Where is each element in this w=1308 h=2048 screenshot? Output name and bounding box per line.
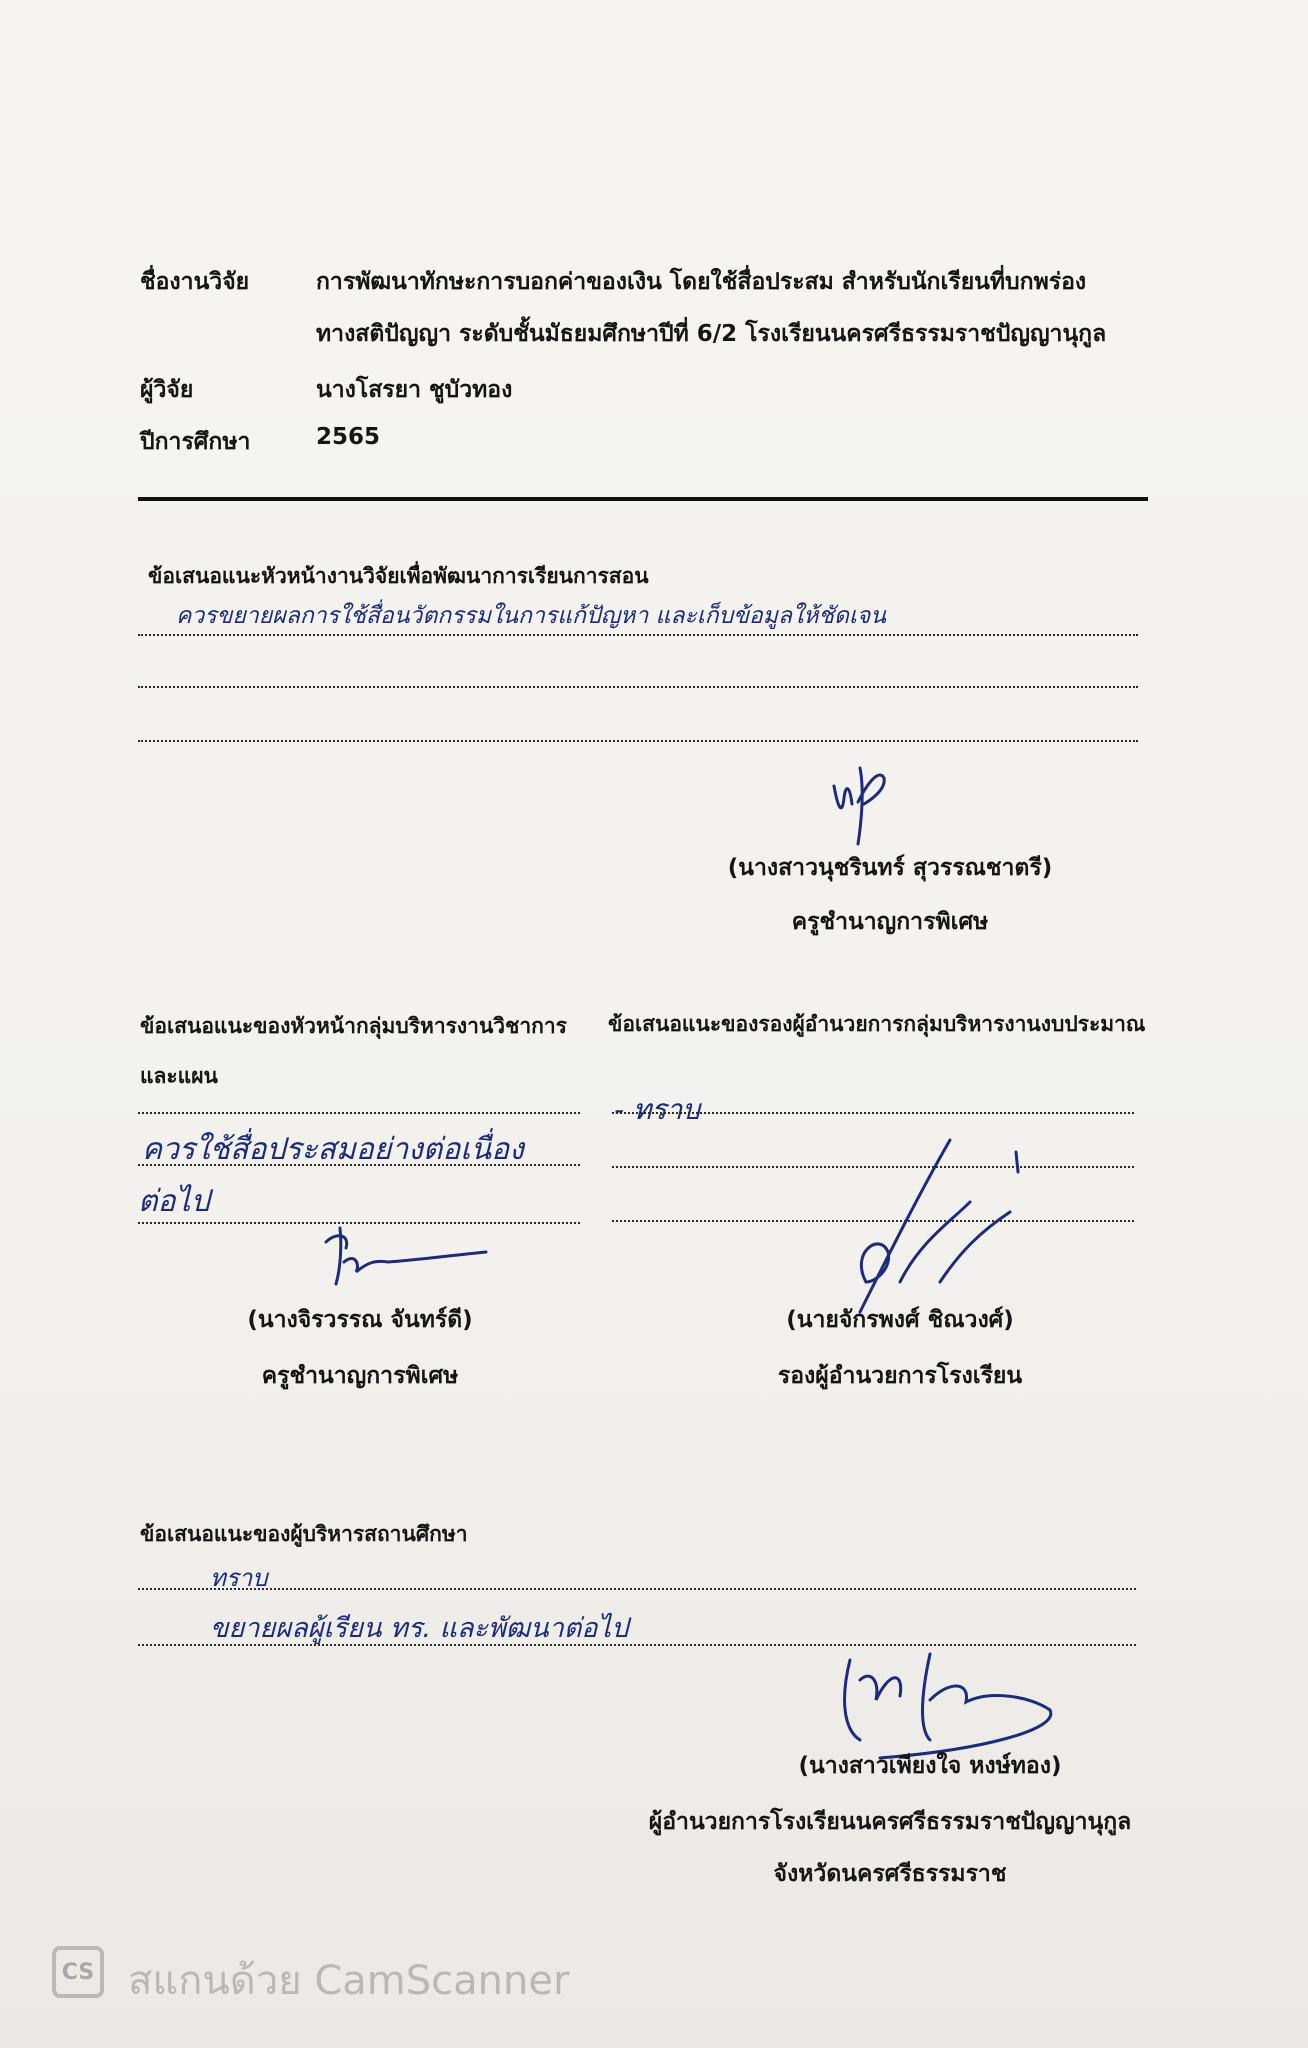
section2-left-signer-name: (นางจิรวรรณ จันทร์ดี) — [247, 1307, 473, 1333]
year-label: ปีการศึกษา — [140, 429, 251, 455]
year-value: 2565 — [316, 424, 381, 450]
section2-right-signer-name: (นายจักรพงศ์ ชิณวงศ์) — [786, 1307, 1014, 1333]
section3-handwritten-line-2: ขยายผลผู้เรียน ทร. และพัฒนาต่อไป — [210, 1613, 629, 1644]
signature-nutcharin — [820, 758, 910, 848]
dotted-line — [138, 1588, 1136, 1590]
section1-signer-name: (นางสาวนุชรินทร์ สุวรรณชาตรี) — [727, 855, 1053, 881]
signature-jirawan — [316, 1222, 496, 1292]
camscanner-logo: CS — [52, 1946, 104, 1998]
section2-left-signer-position: ครูชำนาญการพิเศษ — [261, 1363, 459, 1389]
dotted-line — [138, 1164, 580, 1166]
researcher-value: นางโสรยา ชูบัวทอง — [316, 377, 513, 403]
section3-heading: ข้อเสนอแนะของผู้บริหารสถานศึกษา — [140, 1522, 468, 1546]
section1-signer-position: ครูชำนาญการพิเศษ — [791, 909, 989, 935]
section2-left-handwritten-line-1: ควรใช้สื่อประสมอย่างต่อเนื่อง — [142, 1132, 524, 1167]
dotted-line — [612, 1112, 1134, 1114]
title-label: ชื่องานวิจัย — [140, 269, 250, 295]
researcher-label: ผู้วิจัย — [140, 377, 194, 403]
section3-signer-position-line-2: จังหวัดนครศรีธรรมราช — [773, 1861, 1007, 1887]
section2-right-signer-position: รองผู้อำนวยการโรงเรียน — [777, 1363, 1023, 1389]
section2-left-heading-line-1: ข้อเสนอแนะของหัวหน้ากลุ่มบริหารงานวิชาการ — [140, 1014, 567, 1038]
section2-right-heading: ข้อเสนอแนะของรองผู้อำนวยการกลุ่มบริหารงานงบประมาณ — [608, 1012, 1146, 1036]
section3-signer-name: (นางสาวเพียงใจ หงษ์ทอง) — [798, 1753, 1062, 1779]
section1-heading: ข้อเสนอแนะหัวหน้างานวิจัยเพื่อพัฒนาการเรียนการสอน — [148, 564, 649, 588]
dotted-line — [138, 686, 1138, 688]
dotted-line — [138, 634, 1138, 636]
section2-left-handwritten-line-2: ต่อไป — [138, 1184, 210, 1219]
title-line-2: ทางสติปัญญา ระดับชั้นมัธยมศึกษาปีที่ 6/2 โรงเรียนนครศรีธรรมราชปัญญานุกูล — [316, 321, 1107, 347]
section2-left-heading-line-2: และแผน — [140, 1064, 218, 1088]
dotted-line — [138, 1112, 580, 1114]
header-divider — [138, 497, 1148, 501]
dotted-line — [138, 740, 1138, 742]
section1-handwritten-line-1: ควรขยายผลการใช้สื่อนวัตกรรมในการแก้ปัญหา และเก็บข้อมูลให้ชัดเจน — [176, 603, 887, 629]
camscanner-watermark-text: สแกนด้วย CamScanner — [128, 1958, 570, 2004]
section3-signer-position-line-1: ผู้อำนวยการโรงเรียนนครศรีธรรมราชปัญญานุกูล — [648, 1809, 1132, 1835]
section3-handwritten-line-1: ทราบ — [210, 1564, 268, 1592]
signature-jakkapong — [820, 1132, 1040, 1322]
section2-right-handwritten-line-1: - ทราบ — [614, 1093, 700, 1126]
title-line-1: การพัฒนาทักษะการบอกค่าของเงิน โดยใช้สื่อประสม สำหรับนักเรียนที่บกพร่อง — [316, 269, 1087, 295]
